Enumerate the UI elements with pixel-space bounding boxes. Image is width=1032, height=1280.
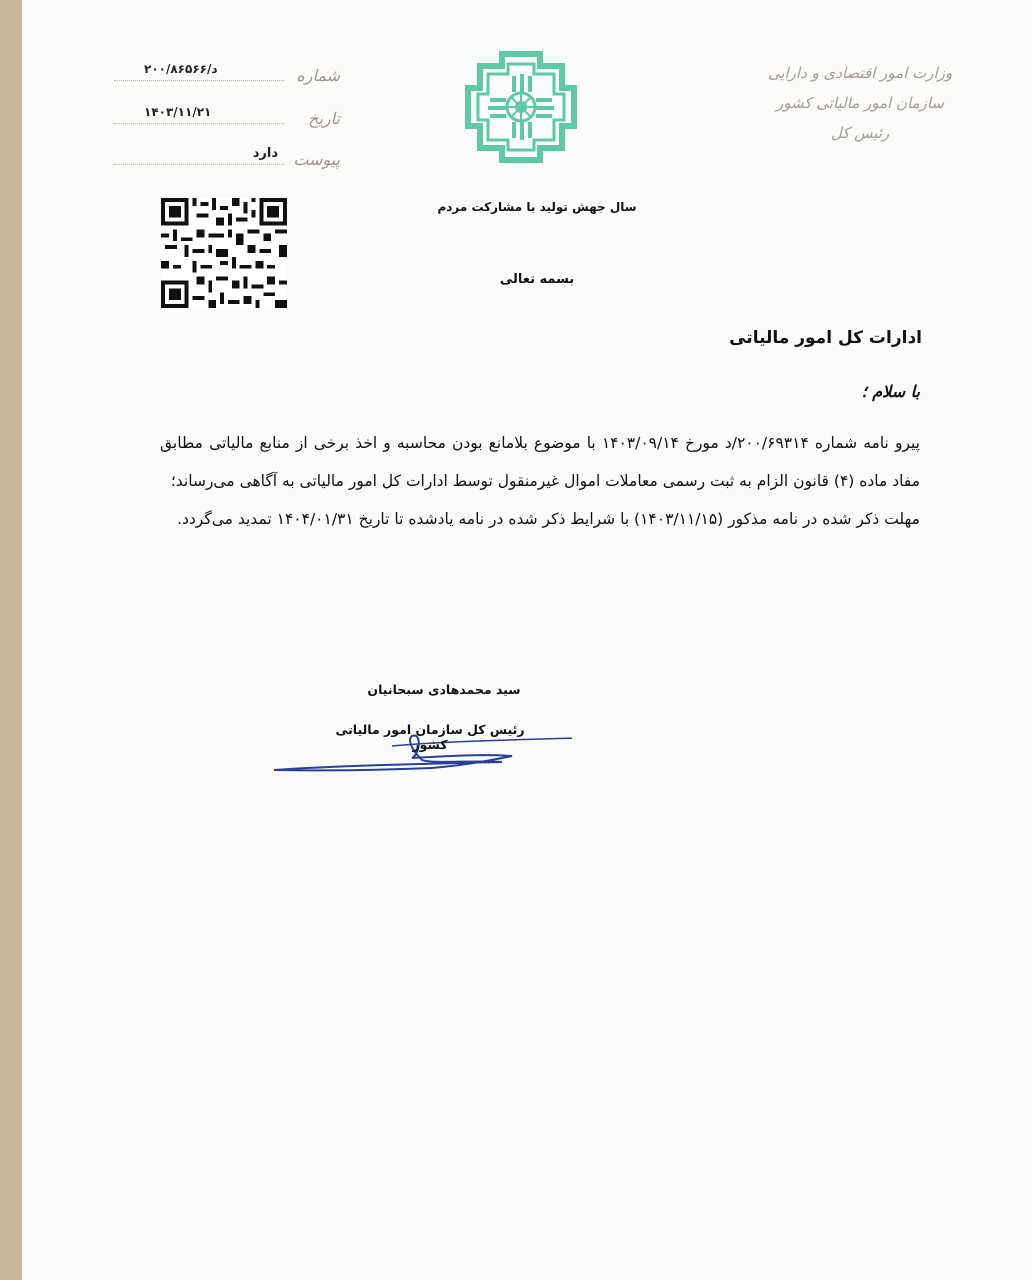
- date-label: تاریخ: [308, 109, 340, 128]
- attachment-label: پیوست: [293, 150, 340, 169]
- paragraph-2: مهلت ذکر شده در نامه مذکور (۱۴۰۳/۱۱/۱۵) با شرایط ذکر شده در نامه یادشده تا تاریخ ۱۴۰۴/۰۱/۳۱ تمدید می‌گردد.: [177, 510, 920, 528]
- ministry-header: [750, 58, 970, 148]
- ministry-name: وزارت امور اقتصادی و دارایی: [767, 64, 953, 82]
- meta-number-row: [114, 62, 340, 85]
- paragraph-1: پیرو نامه شماره ۲۰۰/۶۹۳۱۴/د مورخ ۱۴۰۳/۰۹/۱۴ با موضوع بلامانع بودن محاسبه و اخذ برخی از منابع مالیاتی مطابق مفاد ماده (۴) قانون الزام به ثبت رسمی معاملات اموال غیرمنقول توسط ادارات کل امور مالیاتی به آگاهی می‌رساند؛: [160, 434, 920, 490]
- organization-name: سازمان امور مالیاتی کشور: [776, 94, 944, 112]
- date-value: ۱۴۰۳/۱۱/۲۱: [144, 105, 212, 119]
- greeting: با سلام ؛: [861, 382, 920, 401]
- letter-body: [160, 424, 920, 538]
- number-label: شماره: [296, 66, 340, 85]
- signatory-name: سید محمدهادی سبحانیان: [367, 682, 521, 697]
- letter-page: [22, 0, 1032, 1280]
- office-title: رئیس کل: [830, 124, 890, 142]
- number-value: ۲۰۰/۸۶۵۶۶/د: [144, 62, 218, 76]
- year-slogan: سال جهش تولید با مشارکت مردم: [437, 200, 637, 214]
- meta-block: [114, 62, 340, 169]
- meta-date-row: [114, 105, 340, 128]
- recipient: ادارات کل امور مالیاتی: [729, 328, 922, 348]
- attachment-value: دارد: [252, 146, 278, 161]
- signatory-title: رئیس کل سازمان امور مالیاتی کشور: [335, 722, 525, 752]
- meta-attachment-row: [114, 146, 340, 169]
- qr-code: [160, 198, 288, 308]
- bismillah: بسمه تعالی: [499, 272, 575, 287]
- tax-organization-logo: [462, 48, 580, 166]
